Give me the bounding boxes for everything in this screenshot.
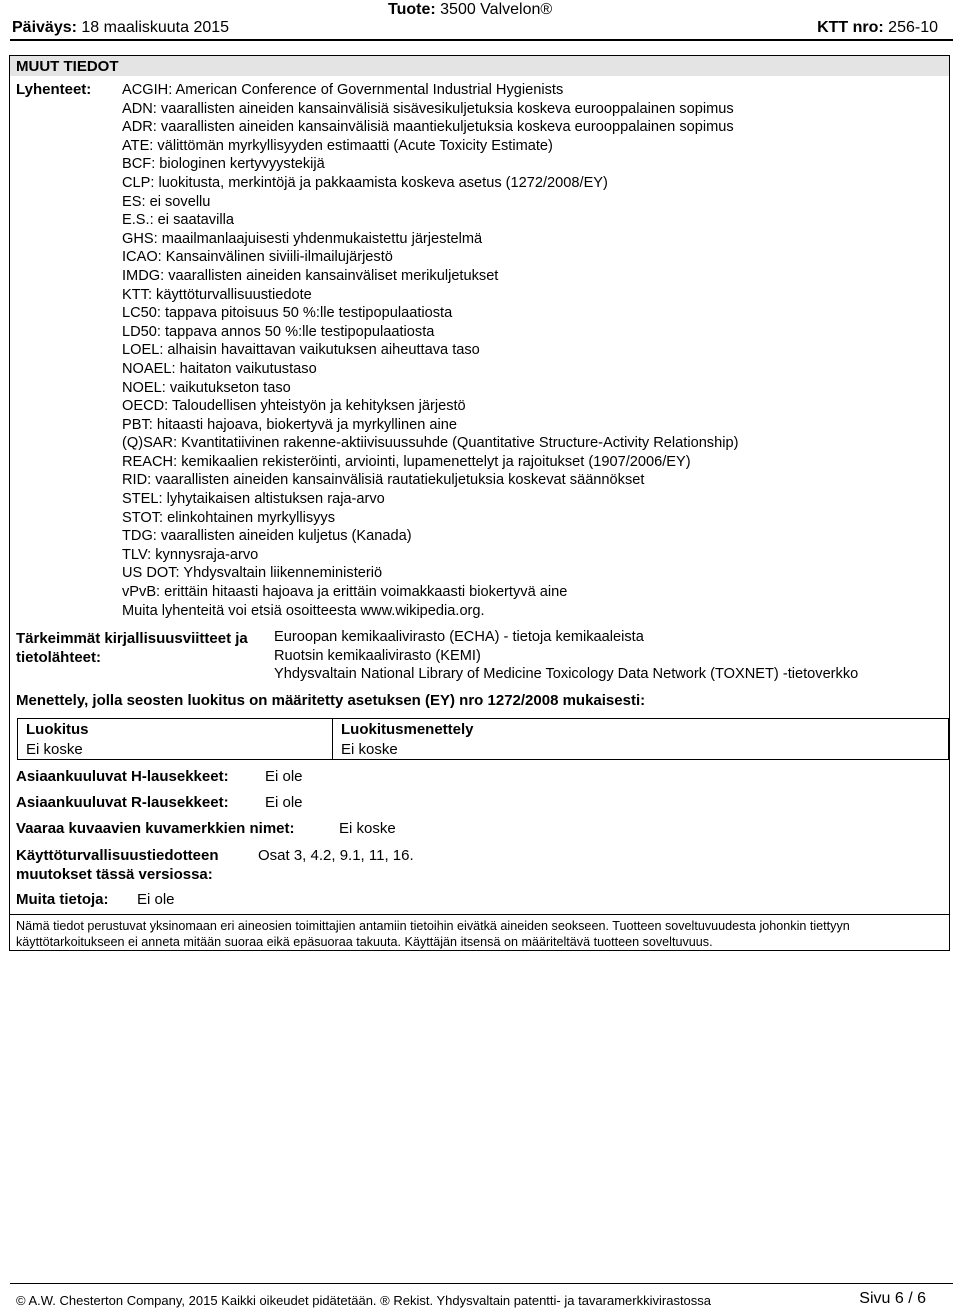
abbreviation-item: ACGIH: American Conference of Governmental Industrial Hygienists [122,82,564,98]
date-field [12,19,229,37]
abbreviation-item: STEL: lyhytaikaisen altistuksen raja-arvo [122,491,385,508]
h-statements-label: Asiaankuuluvat H-lausekkeet: [16,768,229,785]
abbreviation-item: NOAEL: haitaton vaikutustaso [122,360,317,377]
date-label: Päiväys: [12,19,77,36]
product-field [388,1,552,19]
abbreviation-item: TDG: vaarallisten aineiden kuljetus (Kanada) [122,528,412,545]
abbreviations-label: Lyhenteet: [16,81,92,98]
header-divider [10,39,953,41]
footer-divider [10,1283,953,1284]
abbreviations-list [122,81,738,620]
other-info-value: Ei ole [137,891,175,908]
abbreviation-item: ADN: vaarallisten aineiden kansainvälisiä sisävesikuljetuksia koskeva eurooppalainen sopimus [122,100,734,117]
classification-table [17,718,949,760]
abbreviation-item: STOT: elinkohtainen myrkyllisyys [122,509,336,526]
section-title-bar [10,56,949,76]
product-value: 3500 Valvelon® [440,1,553,18]
table-row [18,739,949,760]
pictograms-value: Ei koske [339,820,396,837]
abbreviation-item: IMDG: vaarallisten aineiden kansainväliset merikuljetukset [122,267,499,284]
literature-label: Tärkeimmät kirjallisuusviitteet ja tietolähteet: [16,630,248,666]
table-cell: Ei koske [18,739,333,760]
other-info-label: Muita tietoja: [16,891,109,908]
column-header-classification: Luokitus [18,719,333,740]
date-value: 18 maaliskuuta 2015 [81,19,230,36]
footer-copyright: © A.W. Chesterton Company, 2015 Kaikki oikeudet pidätetään. ® Rekist. Yhdysvaltain patentti- ja tavaramerkkivirastossa [16,1293,712,1308]
ktt-field [817,19,938,37]
abbreviation-item: RID: vaarallisten aineiden kansainvälisiä rautatiekuljetuksia koskevat säännökset [122,472,645,489]
disclaimer-divider [9,914,950,915]
abbreviation-item: OECD: Taloudellisen yhteistyön ja kehityksen järjestö [122,398,466,415]
abbreviation-item: NOEL: vaikutukseton taso [122,379,291,396]
abbreviation-item: PBT: hitaasti hajoava, biokertyvä ja myrkyllinen aine [122,416,458,433]
page-number: Sivu 6 / 6 [859,1290,926,1307]
abbreviation-item: vPvB: erittäin hitaasti hajoava ja erittäin voimakkaasti biokertyvä aine [122,584,568,601]
h-statements-value: Ei ole [265,768,303,785]
abbreviation-item: (Q)SAR: Kvantitatiivinen rakenne-aktiivisuussuhde (Quantitative Structure-Activity Relationship) [122,435,739,452]
section-title: MUUT TIEDOT [16,58,119,75]
abbreviation-item: ES: ei sovellu [122,193,211,210]
table-header-row [18,719,949,740]
changes-value: Osat 3, 4.2, 9.1, 11, 16. [258,847,414,864]
classification-method-heading: Menettely, jolla seosten luokitus on määritetty asetuksen (EY) nro 1272/2008 mukaisesti: [16,692,646,709]
abbreviation-item: TLV: kynnysraja-arvo [122,546,259,563]
abbreviation-item: ATE: välittömän myrkyllisyyden estimaatti (Acute Toxicity Estimate) [122,137,553,154]
page-header [0,0,960,44]
abbreviation-item: E.S.: ei saatavilla [122,212,234,229]
column-header-procedure: Luokitusmenettely [333,719,949,740]
abbreviation-item: US DOT: Yhdysvaltain liikenneministeriö [122,565,383,582]
r-statements-value: Ei ole [265,794,303,811]
abbreviation-item: LOEL: alhaisin havaittavan vaikutuksen aiheuttava taso [122,342,480,359]
abbreviation-item: CLP: luokitusta, merkintöjä ja pakkaamista koskeva asetus (1272/2008/EY) [122,174,608,191]
abbreviation-item: ICAO: Kansainvälinen siviili-ilmailujärjestö [122,249,393,266]
literature-list [274,628,858,684]
disclaimer-text: Nämä tiedot perustuvat yksinomaan eri aineosien toimittajien antamiin tietoihin eivätkä aineiden seokseen. Tuotteen soveltuvuudesta johonkin tiettyyn käyttötarkoitukseen ei anneta mitään suoraa eikä epäsuoraa takuuta. Käyttäjän itsensä on määriteltävä tuotteen soveltuvuus. [16,919,850,949]
literature-item: Euroopan kemikaalivirasto (ECHA) - tietoja kemikaaleista [274,629,644,645]
ktt-label: KTT nro: [817,19,884,36]
ktt-value: 256-10 [888,19,938,36]
literature-item: Yhdysvaltain National Library of Medicine Toxicology Data Network (TOXNET) -tietoverkko [274,666,859,683]
pictograms-label: Vaaraa kuvaavien kuvamerkkien nimet: [16,820,295,837]
abbreviation-item: BCF: biologinen kertyvyystekijä [122,156,325,173]
abbreviation-item: GHS: maailmanlaajuisesti yhdenmukaistettu järjestelmä [122,230,483,247]
abbreviation-item: Muita lyhenteitä voi etsiä osoitteesta www.wikipedia.org. [122,602,485,619]
abbreviation-item: REACH: kemikaalien rekisteröinti, arviointi, lupamenettelyt ja rajoitukset (1907/2006/EY) [122,453,691,470]
abbreviation-item: LD50: tappava annos 50 %:lle testipopulaatiosta [122,323,435,340]
abbreviation-item: KTT: käyttöturvallisuustiedote [122,286,312,303]
product-label: Tuote: [388,1,436,18]
changes-label: Käyttöturvallisuustiedotteen muutokset tässä versiossa: [16,847,219,883]
r-statements-label: Asiaankuuluvat R-lausekkeet: [16,794,229,811]
literature-item: Ruotsin kemikaalivirasto (KEMI) [274,647,481,664]
abbreviation-item: ADR: vaarallisten aineiden kansainvälisiä maantiekuljetuksia koskeva eurooppalainen sopimus [122,119,734,136]
table-cell: Ei koske [333,739,949,760]
abbreviation-item: LC50: tappava pitoisuus 50 %:lle testipopulaatiosta [122,305,453,322]
